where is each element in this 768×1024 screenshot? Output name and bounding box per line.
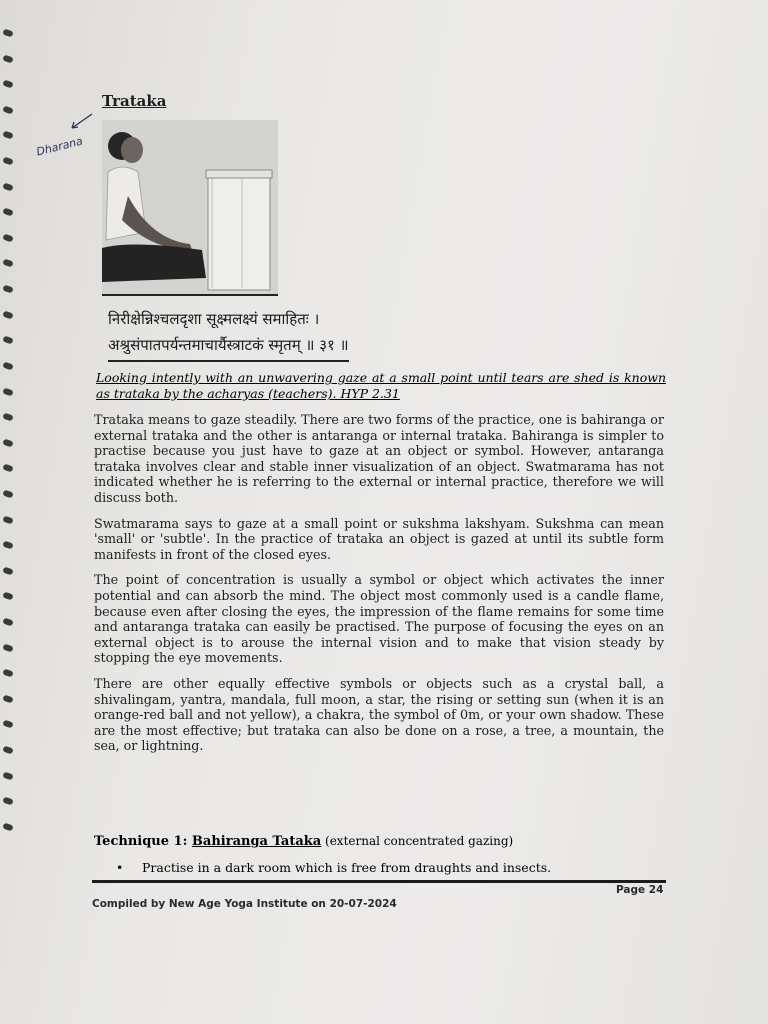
technique-name: Bahiranga Tataka [191,834,322,849]
verse-translation-text: Looking intently with an unwavering gaze at a small point until tears are shed is known as trataka by the acharyas (teachers). HYP 2.31 [96,370,666,401]
list-item-text: Practise in a dark room which is free from draughts and insects. [142,860,552,875]
section-heading [94,92,666,116]
handwritten-annotation: Dharana [35,134,85,159]
list-item [118,860,658,875]
technique-description: (external concentrated gazing) [321,834,514,848]
footer-divider [92,880,666,883]
verse-translation [96,370,666,402]
sanskrit-verse [108,306,468,362]
paragraph: There are other equally effective symbols or objects such as a crystal ball, a shivalingam, yantra, mandala, full moon, a star, the rising or setting sun (when it is an orange-red ball and not yellow), a chakra, the symbol of 0m, or your own shadow. These are the most effective; but trataka can also be done on a rose, a tree, a mountain, the sea, or lightning. [94,675,664,754]
handwritten-arrow-icon [68,112,94,132]
technique-label: Technique 1: [94,834,192,849]
footer-compiled-by: Compiled by New Age Yoga Institute on 20-07-2024 [92,898,397,910]
page-title: Trataka [102,92,167,110]
paragraph: Trataka means to gaze steadily. There are two forms of the practice, one is bahiranga or external trataka and the other is antaranga or internal trataka. Bahiranga is simpler to practise because you just have to gaze at an object or symbol. However, antaranga trataka involves clear and stable inner visualization of an object. Swatmarama has not indicated whether he is referring to the external or internal practice, therefore we will discuss both. [94,412,664,505]
sanskrit-line-2: अश्रुसंपातपर्यन्तमाचार्यैस्त्राटकं स्मृतम् ॥ ३१ ॥ [108,332,349,362]
trataka-practice-photo [102,120,278,296]
sanskrit-line-1: निरीक्षेन्निश्चलदृशा सूक्ष्मलक्ष्यं समाहितः । [108,310,320,328]
technique-heading [94,834,664,849]
page-number: Page 24 [616,884,664,896]
spiral-binding [0,30,18,830]
body-text [94,412,664,764]
paragraph: Swatmarama says to gaze at a small point or sukshma lakshyam. Sukshma can mean 'small' or 'subtle'. In the practice of trataka an object is gazed at until its subtle form manifests in front of the closed eyes. [94,515,664,562]
paragraph: The point of concentration is usually a symbol or object which activates the inner potential and can absorb the mind. The object most commonly used is a candle flame, because even after closing the eyes, the impression of the flame remains for some time and antaranga trataka can easily be practised. The purpose of focusing the eyes on an external object is to arouse the internal vision and to make that vision steady by stopping the eye movements. [94,572,664,666]
